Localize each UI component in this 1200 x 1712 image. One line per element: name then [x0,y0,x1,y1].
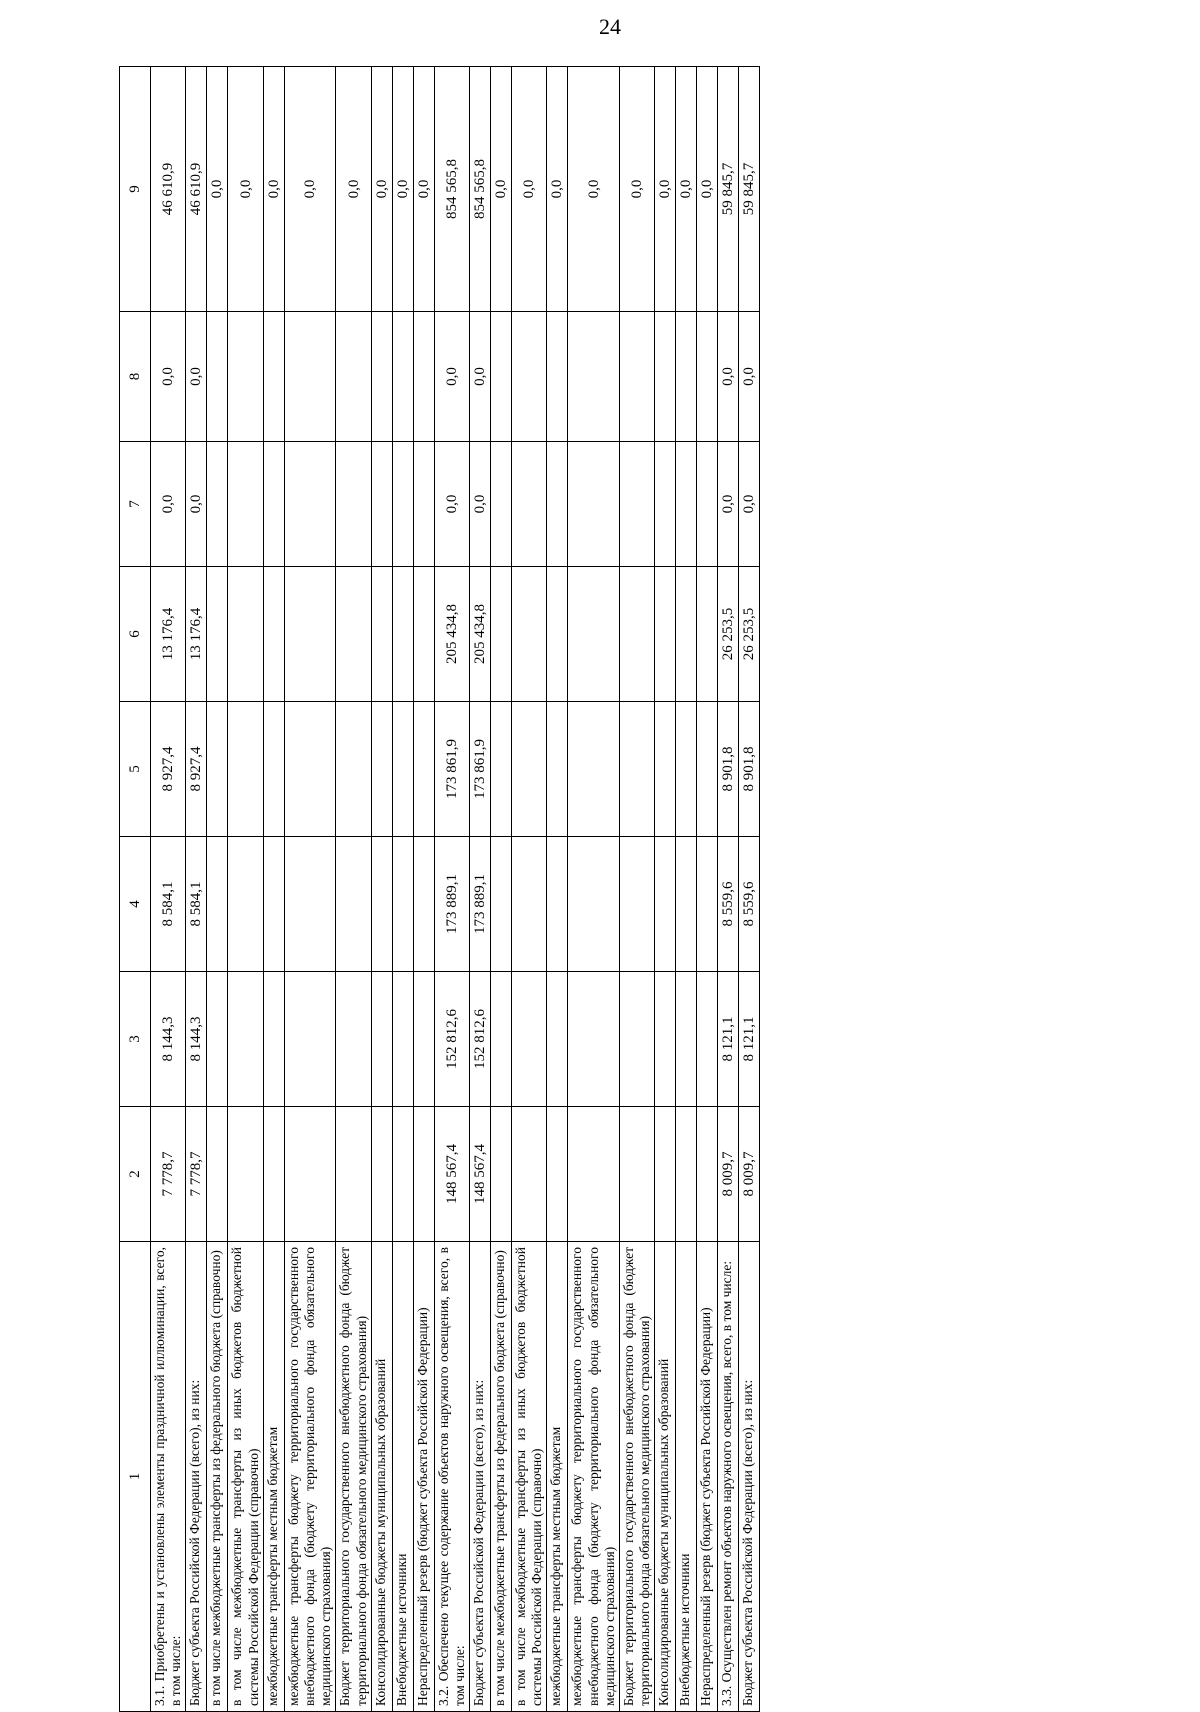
table-row [336,67,371,1712]
row-value: 0,0 [676,67,697,312]
row-value [228,702,263,837]
row-value [547,702,568,837]
row-value [697,837,718,972]
row-value: 0,0 [718,442,739,567]
row-value [697,442,718,567]
row-value [336,837,371,972]
row-value: 8 144,3 [186,972,207,1107]
row-value: 0,0 [228,67,263,312]
row-value [371,442,392,567]
row-value: 0,0 [186,312,207,442]
row-value: 59 845,7 [739,67,760,312]
row-value [392,837,413,972]
table-row [739,67,760,1712]
row-value [620,972,655,1107]
row-value [413,972,434,1107]
row-value: 0,0 [413,67,434,312]
row-value: 0,0 [371,67,392,312]
row-value: 0,0 [739,442,760,567]
column-header: 4 [120,837,151,972]
column-header: 5 [120,702,151,837]
row-value [512,1107,547,1242]
table-row [228,67,263,1712]
row-value [413,567,434,702]
row-value [568,1107,620,1242]
row-value [547,1107,568,1242]
row-value [371,312,392,442]
row-value [697,567,718,702]
table-row [547,67,568,1712]
table-row [491,67,512,1712]
row-value: 0,0 [434,442,469,567]
row-value [697,702,718,837]
row-value [620,312,655,442]
row-label: в том числе межбюджетные трансферты из иных бюджетов бюджетной системы Российской Федерации (справочно) [228,1242,263,1712]
row-label: в том числе межбюджетные трансферты из федерального бюджета (справочно) [491,1242,512,1712]
row-value [655,702,676,837]
row-value [284,972,336,1107]
row-value [676,312,697,442]
row-value [263,442,284,567]
row-value [568,972,620,1107]
row-value [547,442,568,567]
table-row [371,67,392,1712]
row-value [512,312,547,442]
row-value [263,972,284,1107]
row-value [655,972,676,1107]
row-value [676,1107,697,1242]
row-value [512,567,547,702]
row-value: 8 121,1 [739,972,760,1107]
row-label: Нераспределенный резерв (бюджет субъекта Российской Федерации) [413,1242,434,1712]
table-row [186,67,207,1712]
table-row [620,67,655,1712]
row-value: 173 889,1 [470,837,491,972]
row-value [336,567,371,702]
row-value [207,567,228,702]
row-value: 8 144,3 [151,972,186,1107]
row-value [568,567,620,702]
row-value: 8 121,1 [718,972,739,1107]
row-value [336,1107,371,1242]
row-value: 152 812,6 [434,972,469,1107]
row-value: 173 861,9 [434,702,469,837]
row-value: 13 176,4 [186,567,207,702]
row-value [620,567,655,702]
row-value [491,567,512,702]
row-value [676,972,697,1107]
row-value [336,442,371,567]
row-value [568,702,620,837]
table-row [512,67,547,1712]
row-value [512,972,547,1107]
table-row [470,67,491,1712]
row-label: Консолидированные бюджеты муниципальных образований [655,1242,676,1712]
row-value [547,567,568,702]
row-value: 0,0 [547,67,568,312]
row-value [697,972,718,1107]
row-value [263,312,284,442]
row-value [371,567,392,702]
header-row [120,67,151,1712]
row-value: 205 434,8 [470,567,491,702]
row-value: 26 253,5 [739,567,760,702]
table-row [284,67,336,1712]
row-value: 0,0 [470,442,491,567]
row-value [491,312,512,442]
column-header: 3 [120,972,151,1107]
row-value [655,567,676,702]
table-row [655,67,676,1712]
row-value [620,442,655,567]
row-value: 0,0 [568,67,620,312]
row-value: 0,0 [151,442,186,567]
page-number: 24 [599,14,621,39]
row-value: 148 567,4 [470,1107,491,1242]
row-value: 173 889,1 [434,837,469,972]
row-value [392,1107,413,1242]
column-header: 7 [120,442,151,567]
row-value: 0,0 [186,442,207,567]
row-value [413,442,434,567]
table-row [676,67,697,1712]
row-value: 854 565,8 [470,67,491,312]
row-value [568,442,620,567]
row-value [284,837,336,972]
row-label: Внебюджетные источники [392,1242,413,1712]
row-label: межбюджетные трансферты местным бюджетам [547,1242,568,1712]
row-label: межбюджетные трансферты местным бюджетам [263,1242,284,1712]
row-value [491,1107,512,1242]
row-value [413,312,434,442]
row-value: 8 559,6 [718,837,739,972]
row-value: 0,0 [512,67,547,312]
row-value: 8 009,7 [739,1107,760,1242]
row-value: 8 927,4 [186,702,207,837]
row-value [284,312,336,442]
row-value [491,442,512,567]
row-label: Нераспределенный резерв (бюджет субъекта Российской Федерации) [697,1242,718,1712]
row-value [676,837,697,972]
row-value [413,1107,434,1242]
row-value [512,702,547,837]
budget-table [119,66,760,1712]
column-header: 6 [120,567,151,702]
row-value: 0,0 [697,67,718,312]
row-value [491,972,512,1107]
row-value [413,702,434,837]
row-value: 0,0 [739,312,760,442]
row-value [228,312,263,442]
row-value [207,312,228,442]
row-label: в том числе межбюджетные трансферты из федерального бюджета (справочно) [207,1242,228,1712]
row-value: 8 584,1 [186,837,207,972]
row-value [620,837,655,972]
row-value [655,837,676,972]
column-header: 1 [120,1242,151,1712]
row-value: 8 559,6 [739,837,760,972]
row-value: 46 610,9 [186,67,207,312]
row-label: 3.3. Осуществлен ремонт объектов наружного освещения, всего, в том числе: [718,1242,739,1712]
row-label: Внебюджетные источники [676,1242,697,1712]
row-value [697,312,718,442]
table-row [697,67,718,1712]
row-value: 0,0 [718,312,739,442]
row-label: Бюджет территориального государственного внебюджетного фонда (бюджет территориального фонда обязательного медицинского страхования) [620,1242,655,1712]
table-row [392,67,413,1712]
table-row [263,67,284,1712]
row-value [336,972,371,1107]
row-value [371,702,392,837]
row-value: 173 861,9 [470,702,491,837]
row-value [371,972,392,1107]
row-value: 0,0 [491,67,512,312]
row-value [263,837,284,972]
column-header: 2 [120,1107,151,1242]
row-value [676,567,697,702]
row-value [284,442,336,567]
row-value: 0,0 [392,67,413,312]
row-label: в том числе межбюджетные трансферты из иных бюджетов бюджетной системы Российской Федерации (справочно) [512,1242,547,1712]
row-value: 46 610,9 [151,67,186,312]
row-value [392,442,413,567]
row-value [620,1107,655,1242]
row-value [284,567,336,702]
row-value: 26 253,5 [718,567,739,702]
row-value [512,837,547,972]
row-value: 8 901,8 [739,702,760,837]
row-value [392,567,413,702]
row-value [655,312,676,442]
row-value [207,702,228,837]
row-value: 0,0 [336,67,371,312]
row-value [228,442,263,567]
row-value: 7 778,7 [186,1107,207,1242]
row-value [336,702,371,837]
row-value: 0,0 [151,312,186,442]
row-value: 205 434,8 [434,567,469,702]
row-value: 8 901,8 [718,702,739,837]
column-header: 9 [120,67,151,312]
row-value: 13 176,4 [151,567,186,702]
row-label: Бюджет субъекта Российской Федерации (всего), из них: [739,1242,760,1712]
row-value: 7 778,7 [151,1107,186,1242]
row-label: 3.2. Обеспечено текущее содержание объектов наружного освещения, всего, в том числе: [434,1242,469,1712]
row-value: 0,0 [284,67,336,312]
row-value: 0,0 [620,67,655,312]
row-value: 854 565,8 [434,67,469,312]
row-value [371,1107,392,1242]
row-value [263,567,284,702]
row-value [655,1107,676,1242]
row-value [392,972,413,1107]
row-label: Консолидированные бюджеты муниципальных образований [371,1242,392,1712]
row-value [371,837,392,972]
row-value [228,972,263,1107]
row-label: межбюджетные трансферты бюджету территориального государственного внебюджетного фонда (бюджету территориального фонда обязательного медицинского страхования) [568,1242,620,1712]
row-label: Бюджет территориального государственного внебюджетного фонда (бюджет территориального фонда обязательного медицинского страхования) [336,1242,371,1712]
table-row [568,67,620,1712]
row-value [336,312,371,442]
table-row [413,67,434,1712]
row-value [491,702,512,837]
row-value [547,972,568,1107]
row-value [228,1107,263,1242]
row-value [547,312,568,442]
row-value [697,1107,718,1242]
table-row [151,67,186,1712]
row-value [284,1107,336,1242]
table-row [718,67,739,1712]
row-value [207,442,228,567]
row-value [392,702,413,837]
row-value: 0,0 [655,67,676,312]
row-value [512,442,547,567]
row-value: 59 845,7 [718,67,739,312]
row-value: 8 927,4 [151,702,186,837]
row-value [676,702,697,837]
row-label: межбюджетные трансферты бюджету территориального государственного внебюджетного фонда (бюджету территориального фонда обязательного медицинского страхования) [284,1242,336,1712]
row-value [228,837,263,972]
row-value: 0,0 [263,67,284,312]
row-value [392,312,413,442]
row-value: 0,0 [470,312,491,442]
row-label: Бюджет субъекта Российской Федерации (всего), из них: [186,1242,207,1712]
row-value [263,1107,284,1242]
row-value: 0,0 [207,67,228,312]
column-header: 8 [120,312,151,442]
table-body [151,67,760,1712]
row-value [207,837,228,972]
row-value [413,837,434,972]
budget-table-rotated [119,67,1089,1712]
row-value: 0,0 [434,312,469,442]
row-value: 8 009,7 [718,1107,739,1242]
row-value [228,567,263,702]
table-row [434,67,469,1712]
row-value [676,442,697,567]
row-value [547,837,568,972]
row-value [207,1107,228,1242]
row-value [491,837,512,972]
row-label: Бюджет субъекта Российской Федерации (всего), из них: [470,1242,491,1712]
row-value [568,312,620,442]
table-row [207,67,228,1712]
row-value [263,702,284,837]
row-value: 8 584,1 [151,837,186,972]
row-value [620,702,655,837]
row-value: 152 812,6 [470,972,491,1107]
row-value [568,837,620,972]
row-value: 148 567,4 [434,1107,469,1242]
row-label: 3.1. Приобретены и установлены элементы праздничной иллюминации, всего, в том числе: [151,1242,186,1712]
row-value [207,972,228,1107]
row-value [284,702,336,837]
row-value [655,442,676,567]
